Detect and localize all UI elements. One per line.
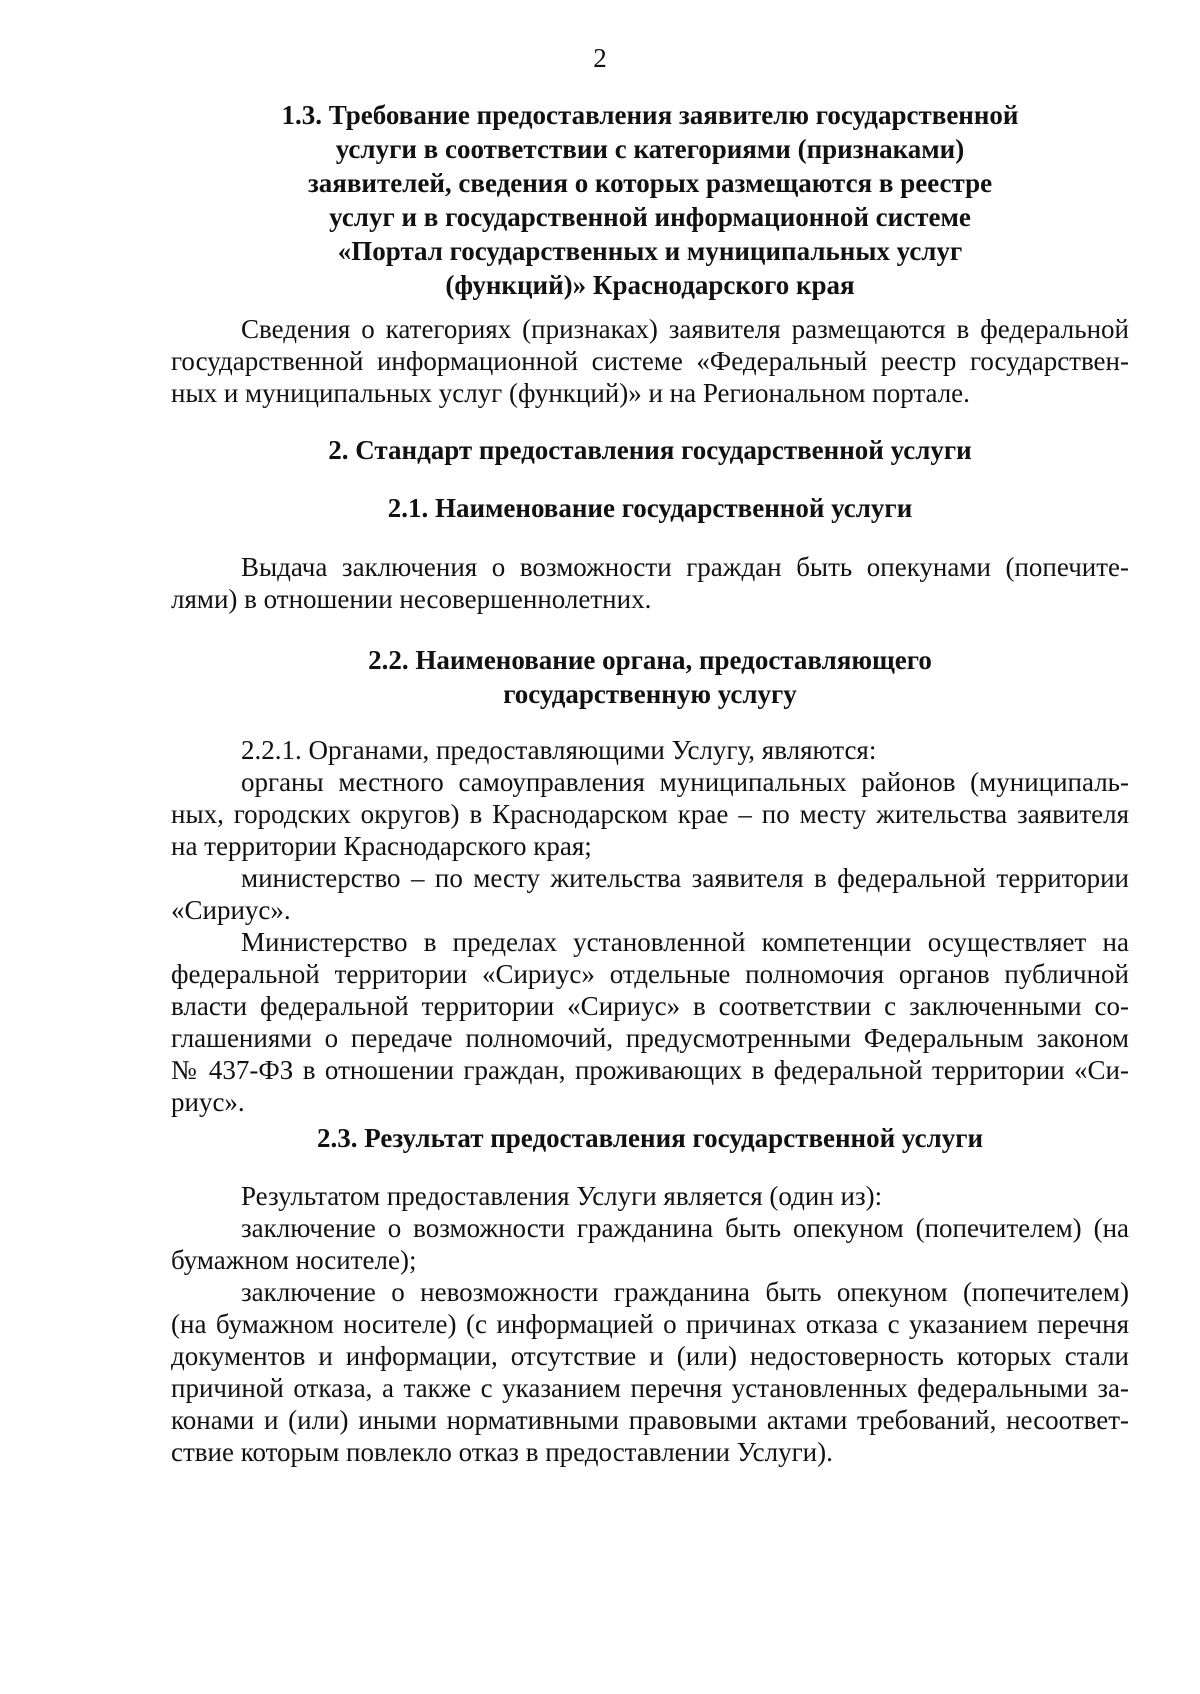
heading-line: услуги в соответствии с категориями (признаками) [335,134,965,164]
heading-line: заявителей, сведения о которых размещаются в реестре [307,168,993,198]
heading-line: 1.3. Требование предоставления заявителю государственной [281,100,1019,130]
body-line: органы местного самоуправления муниципальных районов (муниципаль- [241,767,1129,797]
section-2-1-heading: 2.1. Наименование государственной услуги [387,493,913,523]
section-1-3-heading [170,98,1130,302]
heading-line: «Портал государственных и муниципальных услуг [337,236,963,266]
body-line: Результатом предоставления Услуги является (один из): [241,1181,883,1211]
body-line: Сведения о категориях (признаках) заявителя размещаются в федеральной [241,314,1129,344]
heading-line: (функций)» Краснодарского края [445,270,855,300]
body-line: № 437-ФЗ в отношении граждан, проживающих в федеральной территории «Си- [171,1055,1129,1085]
page-number: 2 [593,43,607,73]
section-2-heading: 2. Стандарт предоставления государственной услуги [328,435,972,465]
body-line: заключение о возможности гражданина быть опекуном (попечителем) (на [241,1213,1129,1243]
body-line: ных и муниципальных услуг (функций)» и на Региональном портале. [171,378,970,408]
body-line: государственной информационной системе «Федеральный реестр государствен- [171,346,1129,376]
section-2-3-body [171,1180,1129,1468]
body-line: документов и информации, отсутствие и (или) недостоверность которых стали [171,1341,1129,1371]
body-line: бумажном носителе); [171,1245,417,1275]
section-2-2-heading [170,643,1130,711]
body-line: заключение о невозможности гражданина быть опекуном (попечителем) [241,1277,1129,1307]
heading-line: 2.2. Наименование органа, предоставляющего [368,645,932,675]
body-line: ных, городских округов) в Краснодарском крае – по месту жительства заявителя [171,799,1129,829]
body-line: Министерство в пределах установленной компетенции осуществляет на [241,927,1129,957]
section-1-3-body [171,313,1129,409]
body-line: конами и (или) иными нормативными правовыми актами требований, несоответ- [171,1405,1129,1435]
body-line: лями) в отношении несовершеннолетних. [171,584,652,614]
heading-line: услуг и в государственной информационной системе [329,202,971,232]
section-2-1-body [171,551,1129,615]
body-line: 2.2.1. Органами, предоставляющими Услугу, являются: [241,735,877,765]
body-line: ствие которым повлекло отказ в предоставлении Услуги). [171,1437,833,1467]
heading-line: государственную услугу [503,679,797,709]
body-line: на территории Краснодарского края; [171,831,592,861]
body-line: глашениями о передаче полномочий, предусмотренными Федеральным законом [171,1023,1129,1053]
section-2-3-heading: 2.3. Результат предоставления государственной услуги [316,1123,984,1153]
body-line: министерство – по месту жительства заявителя в федеральной территории [241,863,1129,893]
section-2-2-body [171,734,1129,1118]
body-line: причиной отказа, а также с указанием перечня установленных федеральными за- [171,1373,1129,1403]
body-line: «Сириус». [171,895,291,925]
body-line: риус». [171,1087,245,1117]
body-line: Выдача заключения о возможности граждан быть опекунами (попечите- [241,552,1129,582]
body-line: федеральной территории «Сириус» отдельные полномочия органов публичной [171,959,1129,989]
body-line: (на бумажном носителе) (с информацией о причинах отказа с указанием перечня [171,1309,1129,1339]
body-line: власти федеральной территории «Сириус» в соответствии с заключенными со- [171,991,1129,1021]
